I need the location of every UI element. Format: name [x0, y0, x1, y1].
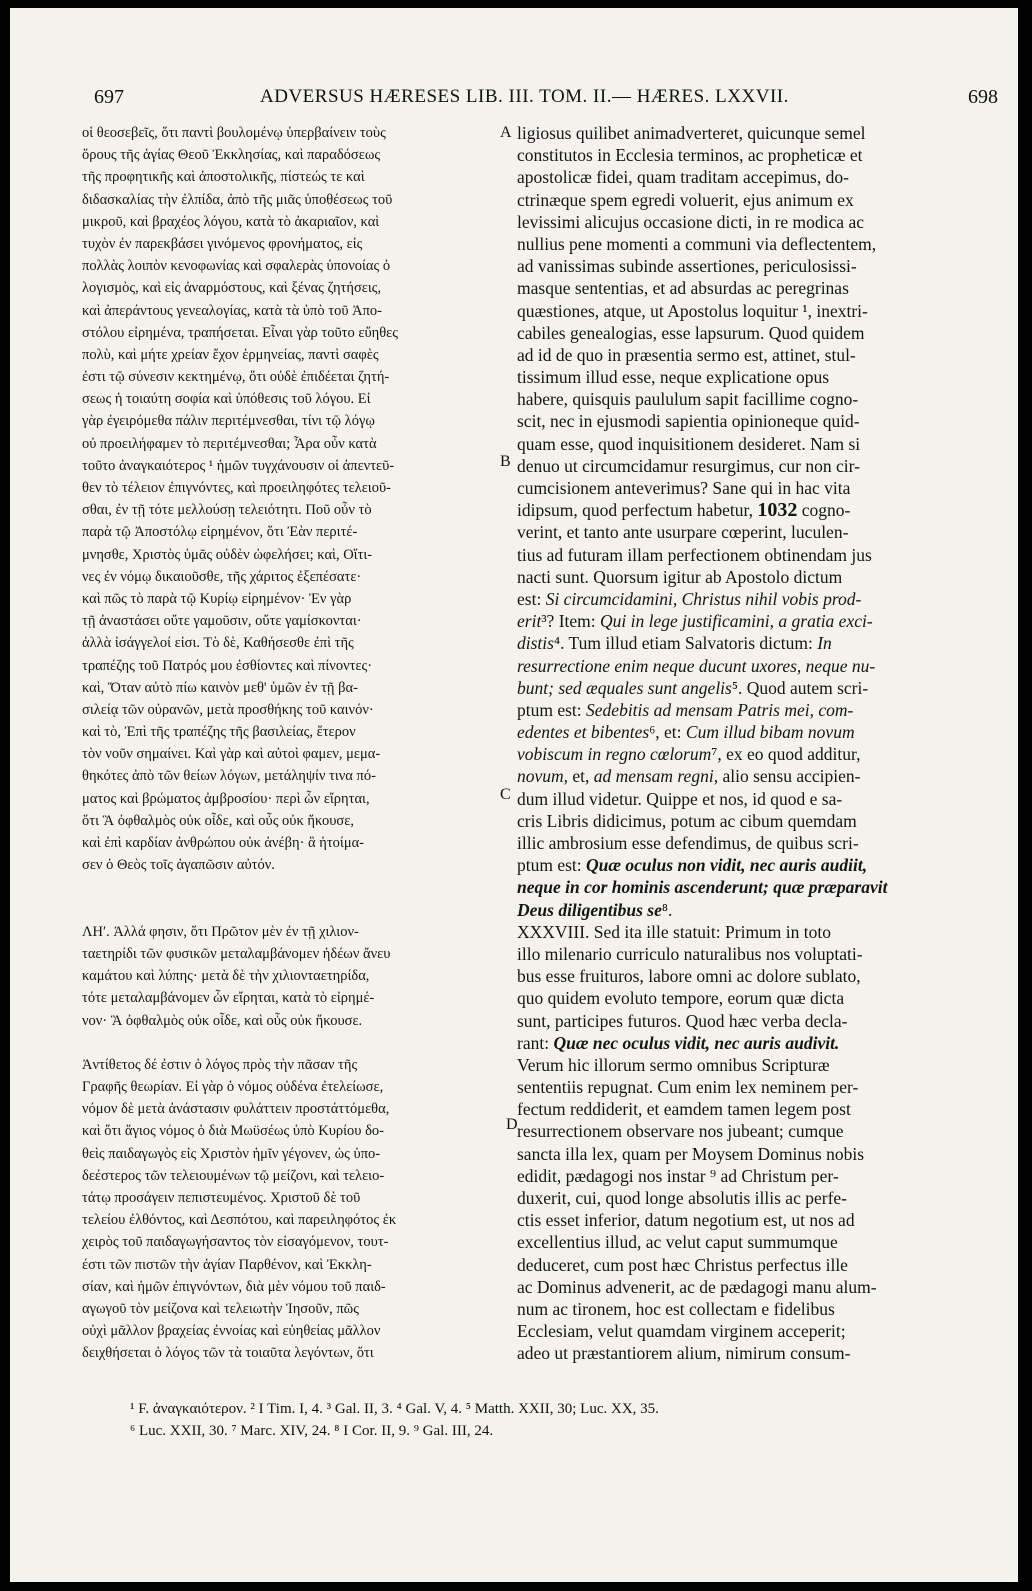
- text-line: sancta illa lex, quam per Moysem Dominus nobis: [517, 1143, 865, 1164]
- greek-paragraph-2: [82, 921, 507, 1032]
- greek-paragraph-1: [82, 122, 507, 876]
- text-line: ἀλλὰ ἰσάγγελοί εἰσι. Τὸ δὲ, Καθήσεσθε ἐπὶ τῆς: [82, 635, 354, 652]
- greek-column: [82, 122, 507, 1365]
- text-line: dum illud videtur. Quippe et nos, id quod e sa-: [517, 788, 843, 809]
- text-line: denuo ut circumcidamur resurgimus, cur non cir-: [517, 455, 860, 476]
- text-line: ἐστι τῷ σύνεσιν κεκτημένῳ, ὅτι οὐδὲ ἐπιδέεται ζητή-: [82, 369, 390, 386]
- text-line: Verum hic illorum sermo omnibus Scripturæ: [517, 1054, 830, 1075]
- text-line: πολλὰς λοιπὸν κενοφωνίας καὶ σφαλερὰς ὑπονοίας ὁ: [82, 258, 391, 275]
- text-line: bus esse fruituros, labore omni ac dolore sublato,: [517, 966, 861, 987]
- text-line: duxerit, cui, quod longe absolutis illis ac perfe-: [517, 1188, 847, 1208]
- text-line: τῆς προφητικῆς καὶ ἀποστολικῆς, πίστεώς τε καὶ: [82, 169, 365, 186]
- latin-line: est: Si circumcidamini, Christus nihil vobis prod-: [517, 588, 862, 609]
- text-line: τὸν νοῦν σημαίνει. Καὶ γὰρ καὶ αὐτοὶ φαμεν, μεμα-: [82, 746, 381, 763]
- text-line: θεὶς παιδαγωγὸς εἰς Χριστὸν ἡμῖν γέγονεν, ὡς ὑπο-: [82, 1145, 381, 1162]
- text-line: illo milenario curriculo naturalibus nos voluptati-: [517, 943, 863, 964]
- footnote-line: ⁶ Luc. XXII, 30. ⁷ Marc. XIV, 24. ⁸ I Cor. II, 9. ⁹ Gal. III, 24.: [130, 1423, 494, 1439]
- section-marker-d: D: [506, 1116, 518, 1133]
- latin-line: rant: Quæ nec oculus vidit, nec auris audivit.: [517, 1032, 840, 1053]
- latin-line: edentes et bibentes⁶, et: Cum illud bibam novum: [517, 722, 855, 743]
- text-line: illic ambrosium esse defendimus, de quibus scri-: [517, 833, 859, 853]
- footnote-line: ¹ F. ἀναγκαιότερον. ² I Tim. I, 4. ³ Gal. II, 3. ⁴ Gal. V, 4. ⁵ Matth. XXII, 30; Luc. XX, 35.: [130, 1401, 659, 1417]
- text-line: ac Dominus advenerit, ac de pædagogi manu alum-: [517, 1276, 877, 1297]
- text-line: σεως ἡ τοιαύτη σοφία καὶ ὑπόθεσις τοῦ λόγου. Εἰ: [82, 391, 371, 408]
- text-line: στόλου εἰρημένα, τραπήσεται. Εἶναι γὰρ τοῦτο εὔηθες: [82, 324, 398, 341]
- text-line: num ac tironem, hoc est collectam e fidelibus: [517, 1298, 835, 1319]
- text-line: σεν ὁ Θεὸς τοῖς ἀγαπῶσιν αὐτόν.: [82, 857, 275, 874]
- text-line: cabiles genealogias, esse lapsurum. Quod quidem: [517, 322, 865, 343]
- text-line: σίαν, καὶ ἡμῶν ἐπιγνόντων, διὰ μὲν νόμου τοῦ παιδ-: [82, 1278, 386, 1295]
- latin-line: distis⁴. Tum illud etiam Salvatoris dictum: In: [517, 633, 832, 654]
- text-line: καὶ ἐπὶ καρδίαν ἀνθρώπου οὐκ ἀνέβη· ἃ ἡτοίμα-: [82, 835, 365, 851]
- greek-paragraph-3: [82, 1054, 507, 1365]
- latin-paragraph-1b: [517, 521, 1001, 588]
- column-number: 1032: [757, 499, 798, 522]
- text-line: γὰρ ἐγειρόμεθα πάλιν περιτέμνεσθαι, τίνι τῷ λόγῳ: [82, 413, 375, 430]
- text-line: masque sententias, et ad absurdas ac peregrinas: [517, 278, 849, 299]
- section-marker-b: B: [500, 453, 511, 470]
- latin-paragraph-1c: [517, 788, 1001, 855]
- text-line: νες ἐν νόμῳ δικαιοῦσθε, τῆς χάριτος ἐξεπέσατε·: [82, 568, 362, 585]
- latin-paragraph-2: [517, 943, 1001, 1032]
- text-line: μνησθε, Χριστὸς ὑμᾶς οὐδὲν ὠφελήσει; καὶ, Οἵτι-: [82, 546, 373, 563]
- text-line: καὶ ὅτι ἅγιος νόμος ὁ διὰ Μωϋσέως ὑπὸ Κυρίου δο-: [82, 1123, 385, 1140]
- text-line: ὅρους τῆς ἁγίας Θεοῦ Ἐκκλησίας, καὶ παραδόσεως: [82, 147, 381, 164]
- latin-paragraph-1: [517, 122, 1001, 499]
- text-line: scit, nec in ejusmodi sapientia opinioneque quid-: [517, 411, 860, 432]
- text-line: deduceret, cum post hæc Christus perfectus ille: [517, 1254, 848, 1275]
- text-line: δεέστερος τῶν τελειουμένων τῷ μείζονι, καὶ τελειο-: [82, 1167, 385, 1184]
- text-line: edidit, pædagogi nos instar ⁹ ad Christum per-: [517, 1165, 839, 1186]
- section-marker-a: A: [500, 124, 512, 141]
- text-line: tius ad futuram illam perfectionem obtinendam jus: [517, 544, 872, 565]
- text-line: καμάτου καὶ λύπης· μετὰ δὲ τὴν χιλιονταετηρίδα,: [82, 968, 370, 985]
- latin-line: erit³? Item: Qui in lege justificamini, a gratia exci-: [517, 611, 873, 632]
- text-line: πολὺ, καὶ μήτε χρείαν ἔχον ἑρμηνείας, παντὶ σαφὲς: [82, 346, 379, 363]
- text-line: resurrectionem observare nos jubeant; cumque: [517, 1121, 844, 1142]
- text-line: λογισμὸς, καὶ εἰς ἀναρμόστους, καὶ ξένας ζητήσεις,: [82, 280, 382, 297]
- text-line: nacti sunt. Quorsum igitur ab Apostolo dictum: [517, 566, 843, 587]
- text-line: σιλείᾳ τῶν οὐρανῶν, μετὰ προσθήκης τοῦ καινόν·: [82, 701, 374, 718]
- running-header: [10, 86, 1018, 116]
- text-line: δειχθήσεται ὁ λόγος τῶν τὰ τοιαῦτα λεγόντων, ὅτι: [82, 1345, 374, 1362]
- text-line: ὅτι Ἃ ὀφθαλμὸς οὐκ οἶδε, καὶ οὖς οὐκ ἤκουσε,: [82, 812, 354, 829]
- text-line: ctis esset inferior, datum negotium est, ut nos ad: [517, 1210, 855, 1231]
- text-line: cris Libris didicimus, potum ac cibum quemdam: [517, 810, 857, 831]
- right-page-number: 698: [968, 86, 998, 108]
- text-line: excellentius illud, ac velut caput summumque: [517, 1232, 838, 1253]
- text-line: Ecclesiam, velut quamdam virginem acceperit;: [517, 1321, 846, 1342]
- latin-line: bunt; sed æquales sunt angelis⁵. Quod autem scri-: [517, 677, 869, 698]
- text-line: διδασκαλίας τὴν ἐλπίδα, ἀπὸ τῆς μιᾶς ὑποθέσεως τοῦ: [82, 191, 393, 208]
- text-line: θηκότες ἀπὸ τῶν θείων λόγων, μετάληψίν τινα πό-: [82, 768, 376, 785]
- text-line: verint, et tanto ante usurpare cœperint, luculen-: [517, 522, 849, 543]
- text-line: οἱ θεοσεβεῖς, ὅτι παντὶ βουλομένῳ ὑπερβαίνειν τοὺς: [82, 125, 386, 141]
- latin-paragraph-3: [517, 1054, 1001, 1365]
- text-line: Γραφῆς θεωρίαν. Εἰ γὰρ ὁ νόμος οὐδένα ἐτελείωσε,: [82, 1079, 384, 1096]
- text-line: μικροῦ, καὶ βραχέος λόγου, κατὰ τὸ ἀκαριαῖον, καὶ: [82, 213, 380, 230]
- left-page-number: 697: [94, 86, 124, 108]
- footnotes: [130, 1398, 1010, 1442]
- text-line: ΛΗʹ. Ἀλλά φησιν, ὅτι Πρῶτον μὲν ἐν τῇ χιλιον-: [82, 923, 359, 940]
- text-line: sententiis repugnat. Cum enim lex neminem per-: [517, 1077, 859, 1098]
- text-line: οὐχὶ μᾶλλον βραχείας ἐννοίας καὶ εὐηθείας μᾶλλον: [82, 1323, 381, 1340]
- text-line: ματος καὶ βρώματος ἀμβροσίου· περὶ ὧν εἴρηται,: [82, 790, 370, 807]
- text-line: έστι τῶν πιστῶν τὴν ἁγίαν Παρθένον, καὶ Ἐκκλη-: [82, 1256, 372, 1273]
- text-line: quo quidem evoluto tempore, eorum quæ dicta: [517, 988, 845, 1009]
- text-line: quæstiones, atque, ut Apostolus loquitur ¹, inextri-: [517, 300, 868, 321]
- text-line: αγωγοῦ τὸν μείζονα καὶ τελειωτὴν Ἰησοῦν, πῶς: [82, 1300, 359, 1317]
- text-line: habere, quisquis paululum sapit facillime cogno-: [517, 389, 859, 410]
- latin-line: ptum est: Sedebitis ad mensam Patris mei, com-: [517, 699, 854, 720]
- latin-line: vobiscum in regno cœlorum⁷, ex eo quod additur,: [517, 744, 861, 765]
- text-line: σθαι, ἐν τῇ τότε μελλούσῃ τελειότητι. Ποῦ οὖν τὸ: [82, 502, 372, 519]
- latin-line: novum, et, ad mensam regni, alio sensu accipien-: [517, 766, 861, 787]
- section-marker-c: C: [500, 786, 511, 803]
- text-line: quam esse, quod inquisitionem desideret. Nam si: [517, 433, 861, 454]
- text-line: Ἀντίθετος δέ ἐστιν ὁ λόγος πρὸς τὴν πᾶσαν τῆς: [82, 1056, 358, 1073]
- page: [10, 8, 1018, 1582]
- text-line: καὶ ἀπεράντους γενεαλογίας, κατὰ τὰ ὑπὸ τοῦ Ἀπο-: [82, 302, 382, 319]
- text-line: χειρὸς τοῦ παιδαγωγήσαντος τὸν εἰσαγόμενον, τουτ-: [82, 1234, 389, 1251]
- text-line: apostolicæ fidei, quam traditam accepimus, do-: [517, 167, 849, 188]
- latin-line: resurrectione enim neque ducunt uxores, neque nu-: [517, 655, 876, 676]
- text-line: τυχὸν ἐν παρεκβάσει γινόμενος φρονήματος, εἰς: [82, 235, 363, 252]
- text-line: καὶ, Ὅταν αὐτὸ πίω καινὸν μεθ' ὑμῶν ἐν τῇ βα-: [82, 679, 358, 696]
- text-line: τραπέζης τοῦ Πατρός μου ἐσθίοντες καὶ πίνοντες·: [82, 657, 373, 674]
- text-line: τάτῳ προσάγειν πεπιστευμένος. Χριστοῦ δὲ τοῦ: [82, 1190, 361, 1206]
- running-title: ADVERSUS HÆRESES LIB. III. TOM. II.— HÆRES. LXXVII.: [260, 86, 789, 107]
- text-line: καὶ τὸ, Ἐπὶ τῆς τραπέζης τῆς βασιλείας, ἕτερον: [82, 724, 356, 741]
- text-line: adeo ut præstantiorem alium, nimirum consum-: [517, 1343, 851, 1364]
- latin-line: Deus diligentibus se⁸.: [517, 899, 673, 920]
- text-line: τελείου ἐλθόντος, καὶ Δεσπότου, καὶ παρειληφότος ἐκ: [82, 1212, 397, 1229]
- text-line: νον· Ἃ ὀφθαλμὸς οὐκ οἶδε, καὶ οὖς οὐκ ἤκουσε.: [82, 1012, 363, 1029]
- text-line: τῇ ἀναστάσει οὔτε γαμοῦσιν, οὔτε γαμίσκονται·: [82, 613, 362, 630]
- latin-column: [517, 122, 1001, 1365]
- latin-line: ptum est: Quæ oculus non vidit, nec auris audiit,: [517, 855, 868, 876]
- text-line: ad vanissimas subinde assertiones, periculosissi-: [517, 256, 857, 277]
- text-line: οὐ προειλήφαμεν τὸ περιτέμνεσθαι; Ἆρα οὖν κατὰ: [82, 435, 377, 452]
- text-line: fectum reddiderit, et eamdem tamen legem post: [517, 1099, 851, 1120]
- text-line: tissimum illud esse, neque explicatione opus: [517, 367, 830, 388]
- text-line: τοῦτο ἀναγκαιότερος ¹ ἡμῶν τυγχάνουσιν οἱ ἀπεντεῦ-: [82, 457, 395, 474]
- text-line: levissimi alicujus occasione dicti, in re modica ac: [517, 211, 864, 232]
- text-line: καὶ πῶς τὸ παρὰ τῷ Κυρίῳ εἰρημένον· Ἐν γὰρ: [82, 590, 352, 607]
- latin-line: neque in cor hominis ascenderunt; quæ præparavit: [517, 877, 888, 898]
- latin-line: XXXVIII. Sed ita ille statuit: Primum in toto: [517, 921, 832, 942]
- text-line: τότε μεταλαμβάνομεν ὧν εἴρηται, κατὰ τὸ εἰρημέ-: [82, 990, 375, 1007]
- text-line: θεν τὸ τέλειον ἐπιγνόντες, καὶ προειληφότες τελειοῦ-: [82, 480, 391, 496]
- text-line: ctrinæque spem egredi voluerit, ejus animum ex: [517, 189, 854, 210]
- text-line: νόμον δὲ μετὰ ἀνάστασιν φυλάττειν προστάττόμεθα,: [82, 1101, 390, 1118]
- text-line: παρὰ τῷ Ἀποστόλῳ εἰρημένον, ὅτι Ἐὰν περιτέ-: [82, 524, 358, 541]
- text-line: sunt, participes futuros. Quod hæc verba decla-: [517, 1010, 848, 1031]
- text-line: constitutos in Ecclesia terminos, ac propheticæ et: [517, 145, 863, 166]
- text-line: ταετηρίδι τῶν φυσικῶν μεταλαμβάνομεν ἡδέων ἄνευ: [82, 945, 391, 962]
- text-line: nullius pene momenti a communi via deflectentem,: [517, 233, 877, 254]
- latin-line: idipsum, quod perfectum habetur, 1032 cogno-: [517, 499, 851, 522]
- text-line: cumcisionem anteverimus? Sane qui in hac vita: [517, 478, 851, 498]
- text-line: ad id de quo in præsentia sermo est, attinet, stul-: [517, 344, 856, 365]
- text-line: ligiosus quilibet animadverteret, quicunque semel: [517, 123, 866, 143]
